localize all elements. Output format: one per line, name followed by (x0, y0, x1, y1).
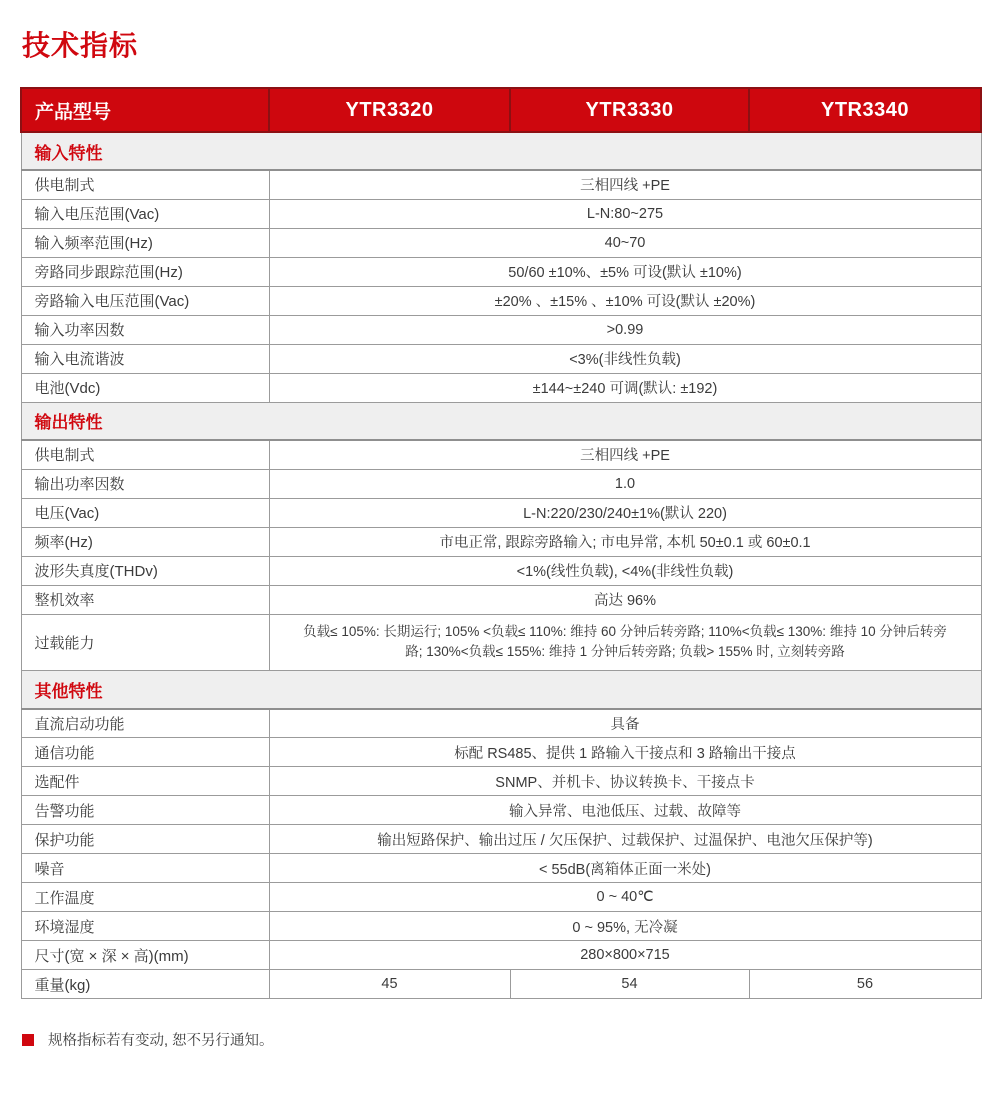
section-row-output (21, 402, 981, 440)
spec-row (21, 825, 981, 854)
spec-value: 输出短路保护、输出过压 / 欠压保护、过载保护、过温保护、电池欠压保护等) (269, 825, 981, 854)
weight-value-ytr3340: 56 (749, 970, 981, 999)
spec-label: 整机效率 (21, 585, 269, 614)
spec-value: 0 ~ 95%, 无冷凝 (269, 912, 981, 941)
spec-label: 选配件 (21, 767, 269, 796)
section-title-other: 其他特性 (21, 671, 981, 709)
spec-value: ±144~±240 可调(默认: ±192) (269, 373, 981, 402)
spec-value: 市电正常, 跟踪旁路输入; 市电异常, 本机 50±0.1 或 60±0.1 (269, 527, 981, 556)
spec-value: 高达 96% (269, 585, 981, 614)
spec-value: 0 ~ 40℃ (269, 883, 981, 912)
spec-row-weight (21, 970, 981, 999)
spec-row-overload (21, 614, 981, 671)
spec-value: L-N:80~275 (269, 199, 981, 228)
spec-label: 环境湿度 (21, 912, 269, 941)
spec-table (20, 87, 982, 999)
spec-row (21, 257, 981, 286)
model-header-ytr3330: YTR3330 (510, 88, 749, 132)
spec-row (21, 344, 981, 373)
spec-value: <1%(线性负载), <4%(非线性负载) (269, 556, 981, 585)
spec-row (21, 912, 981, 941)
spec-label: 输入电压范围(Vac) (21, 199, 269, 228)
section-row-input (21, 132, 981, 170)
section-row-other (21, 671, 981, 709)
section-title-input: 输入特性 (21, 132, 981, 170)
spec-row (21, 527, 981, 556)
spec-row (21, 709, 981, 738)
spec-row (21, 315, 981, 344)
spec-label: 供电制式 (21, 440, 269, 469)
spec-row (21, 440, 981, 469)
spec-value: 标配 RS485、提供 1 路输入干接点和 3 路输出干接点 (269, 738, 981, 767)
model-header-ytr3320: YTR3320 (269, 88, 510, 132)
spec-row (21, 228, 981, 257)
spec-label: 电压(Vac) (21, 498, 269, 527)
spec-value: 280×800×715 (269, 941, 981, 970)
spec-label: 旁路同步跟踪范围(Hz) (21, 257, 269, 286)
spec-row (21, 941, 981, 970)
spec-row (21, 373, 981, 402)
spec-label: 输入功率因数 (21, 315, 269, 344)
footnote (22, 1029, 274, 1050)
model-header-ytr3340: YTR3340 (749, 88, 981, 132)
spec-value: >0.99 (269, 315, 981, 344)
spec-label: 旁路输入电压范围(Vac) (21, 286, 269, 315)
spec-label: 输入电流谐波 (21, 344, 269, 373)
spec-label: 告警功能 (21, 796, 269, 825)
spec-row (21, 883, 981, 912)
spec-value: < 55dB(离箱体正面一米处) (269, 854, 981, 883)
spec-value: SNMP、并机卡、协议转换卡、干接点卡 (269, 767, 981, 796)
spec-row (21, 796, 981, 825)
weight-value-ytr3320: 45 (269, 970, 510, 999)
spec-row (21, 170, 981, 199)
weight-value-ytr3330: 54 (510, 970, 749, 999)
spec-row (21, 286, 981, 315)
spec-label: 电池(Vdc) (21, 373, 269, 402)
spec-label: 波形失真度(THDv) (21, 556, 269, 585)
spec-row (21, 498, 981, 527)
spec-value: 具备 (269, 709, 981, 738)
spec-value: 负载≤ 105%: 长期运行; 105% <负载≤ 110%: 维持 60 分钟后转旁路; 110%<负载≤ 130%: 维持 10 分钟后转旁路; 130%<负载≤ 155%: 维持 1 分钟后转旁路; 负载> 155% 时, 立刻转旁路 (269, 614, 981, 671)
spec-label: 供电制式 (21, 170, 269, 199)
spec-label: 直流启动功能 (21, 709, 269, 738)
spec-label: 工作温度 (21, 883, 269, 912)
spec-label: 噪音 (21, 854, 269, 883)
spec-value: 1.0 (269, 469, 981, 498)
spec-label: 过载能力 (21, 614, 269, 671)
spec-row (21, 767, 981, 796)
product-model-header: 产品型号 (21, 88, 269, 132)
spec-row (21, 556, 981, 585)
spec-label: 保护功能 (21, 825, 269, 854)
page-title: 技术指标 (22, 30, 139, 61)
spec-label: 频率(Hz) (21, 527, 269, 556)
spec-value: 三相四线 +PE (269, 440, 981, 469)
footnote-text: 规格指标若有变动, 恕不另行通知。 (48, 1033, 274, 1049)
spec-value: L-N:220/230/240±1%(默认 220) (269, 498, 981, 527)
spec-row (21, 469, 981, 498)
spec-label: 通信功能 (21, 738, 269, 767)
spec-value: <3%(非线性负载) (269, 344, 981, 373)
spec-row (21, 738, 981, 767)
spec-value: 输入异常、电池低压、过载、故障等 (269, 796, 981, 825)
spec-value: 50/60 ±10%、±5% 可设(默认 ±10%) (269, 257, 981, 286)
spec-value: 40~70 (269, 228, 981, 257)
table-header-row (21, 88, 981, 132)
spec-row (21, 585, 981, 614)
spec-label: 输入频率范围(Hz) (21, 228, 269, 257)
spec-label: 尺寸(宽 × 深 × 高)(mm) (21, 941, 269, 970)
section-title-output: 输出特性 (21, 402, 981, 440)
spec-label: 输出功率因数 (21, 469, 269, 498)
spec-value: ±20% 、±15% 、±10% 可设(默认 ±20%) (269, 286, 981, 315)
spec-label: 重量(kg) (21, 970, 269, 999)
spec-row (21, 854, 981, 883)
red-square-icon (22, 1034, 34, 1046)
spec-value: 三相四线 +PE (269, 170, 981, 199)
spec-row (21, 199, 981, 228)
